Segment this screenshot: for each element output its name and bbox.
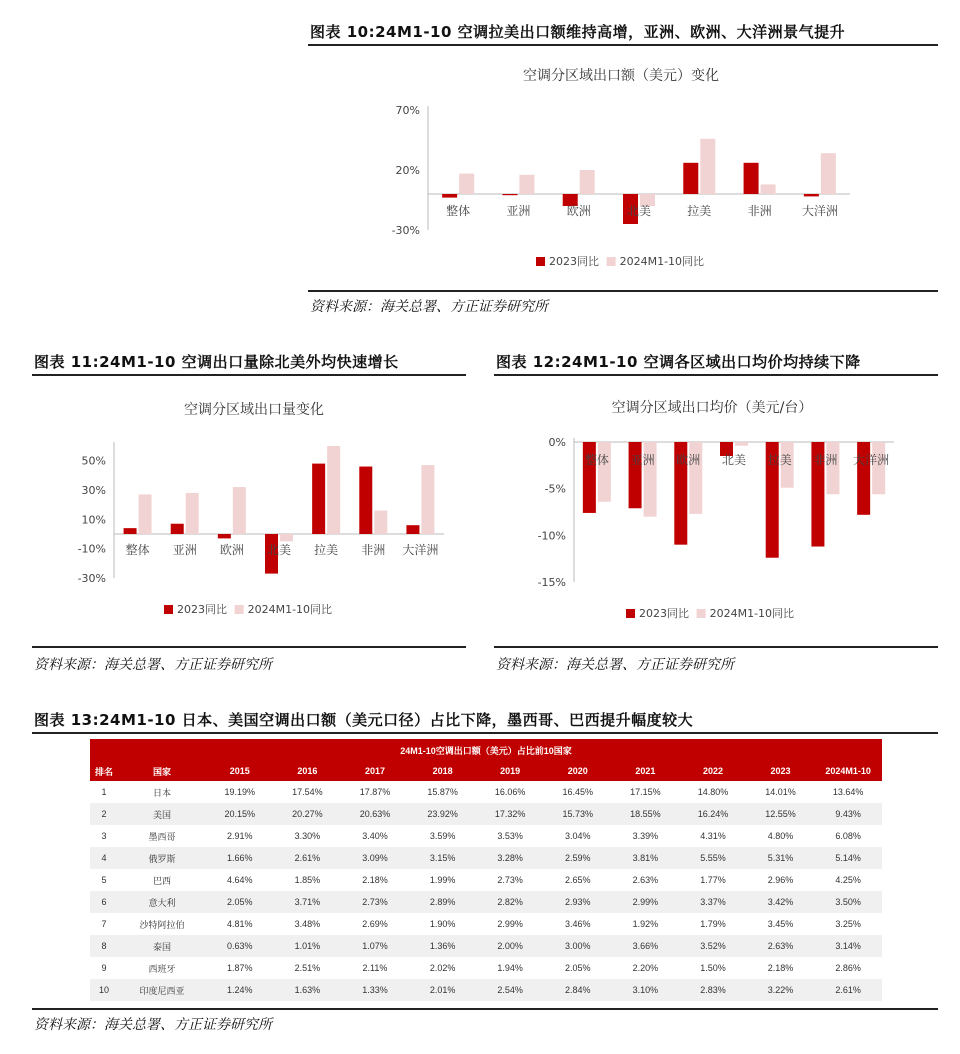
table-header-6: 2019 <box>476 761 544 781</box>
table-cell: 3.42% <box>747 891 815 913</box>
table-cell: 7 <box>101 919 107 929</box>
category-label: 亚洲 <box>172 543 197 557</box>
fig10-bottom-rule <box>308 290 938 292</box>
table-cell: 3.66% <box>612 935 680 957</box>
table-cell: 巴西 <box>152 875 171 886</box>
table-row <box>90 847 882 869</box>
table-cell: 10 <box>90 979 118 1001</box>
table-cell: 2.96% <box>767 875 794 885</box>
table-cell: 2.00% <box>476 935 544 957</box>
fig12-chart <box>494 386 938 640</box>
table-cell: 印度尼西亚 <box>118 979 206 1001</box>
legend-swatch <box>626 609 635 618</box>
table-cell: 1.36% <box>409 935 477 957</box>
table-cell: 17.15% <box>630 787 661 797</box>
fig13-heading: 图表 13:24M1-10 日本、美国空调出口额（美元口径）占比下降，墨西哥、巴西提升幅度较大 <box>34 711 694 729</box>
table-header-3: 2016 <box>274 761 342 781</box>
table-cell: 18.55% <box>612 803 680 825</box>
table-cell: 2.61% <box>274 847 342 869</box>
chart-title: 空调分区域出口均价（美元/台） <box>611 400 813 416</box>
bar-2024 <box>374 511 387 534</box>
table-cell: 俄罗斯 <box>118 847 206 869</box>
table-cell: 15.73% <box>544 803 612 825</box>
legend-label: 2023同比 <box>549 255 599 268</box>
table-cell: 美国 <box>118 803 206 825</box>
table-cell: 3.59% <box>429 831 456 841</box>
table-cell: 2.73% <box>497 875 523 885</box>
legend-swatch <box>536 257 545 266</box>
table-cell: 3.22% <box>747 979 815 1001</box>
y-tick-label: 30% <box>81 484 106 497</box>
bar-2024 <box>598 442 611 502</box>
bar-2024 <box>459 174 474 194</box>
table-row <box>90 803 882 825</box>
bar-2024 <box>519 175 534 194</box>
table-row <box>90 935 882 957</box>
fig12-top-rule <box>494 374 938 376</box>
table-header-9: 2022 <box>679 761 747 781</box>
table-cell: 3.25% <box>835 919 861 929</box>
table-cell: 12.55% <box>747 803 815 825</box>
fig13-source: 资料来源：海关总署、方正证券研究所 <box>34 1017 272 1033</box>
legend-label: 2024M1-10同比 <box>619 255 705 268</box>
fig10-top-rule <box>308 44 938 46</box>
table-cell: 2.61% <box>814 979 882 1001</box>
table-cell: 14.01% <box>765 787 796 797</box>
bar-2023 <box>744 163 759 194</box>
table-cell: 2.99% <box>612 891 680 913</box>
table-cell: 2.11% <box>362 963 388 973</box>
table-cell: 2.54% <box>476 979 544 1001</box>
fig12-heading: 图表 12:24M1-10 空调各区域出口均价均持续下降 <box>496 353 861 371</box>
table-cell: 2.18% <box>767 963 794 973</box>
table-cell: 20.15% <box>206 803 274 825</box>
bar-2023 <box>312 464 325 534</box>
table-cell: 3.48% <box>294 919 321 929</box>
y-tick-label: 10% <box>81 513 106 527</box>
y-tick-label: -5% <box>544 482 566 496</box>
table-cell: 3.37% <box>679 891 747 913</box>
table-header-11: 2024M1-10 <box>814 761 882 781</box>
table-cell: 3.04% <box>565 831 591 841</box>
bar-2024 <box>421 465 434 534</box>
table-cell: 沙特阿拉伯 <box>139 919 185 930</box>
y-tick-label: 70% <box>395 104 420 117</box>
table-cell: 5.14% <box>814 847 882 869</box>
category-label: 北美 <box>721 453 747 467</box>
table-cell: 1.79% <box>700 919 726 929</box>
table-cell: 2.82% <box>476 891 544 913</box>
category-label: 欧洲 <box>219 543 244 557</box>
category-label: 欧洲 <box>676 453 701 467</box>
table-cell: 2.05% <box>565 963 591 973</box>
bar-2024 <box>280 534 293 541</box>
table-cell: 6.08% <box>835 831 861 841</box>
table-cell: 2.89% <box>409 891 477 913</box>
table-cell: 3 <box>101 831 107 841</box>
category-label: 拉美 <box>314 543 339 557</box>
fig10-heading: 图表 10:24M1-10 空调拉美出口额维持高增，亚洲、欧洲、大洋洲景气提升 <box>310 23 846 41</box>
category-label: 拉美 <box>687 204 712 218</box>
bar-2023 <box>171 524 184 534</box>
category-label: 大洋洲 <box>853 453 890 467</box>
legend-label: 2024M1-10同比 <box>247 603 333 616</box>
y-tick-label: 20% <box>395 164 420 177</box>
table-cell: 16.24% <box>679 803 747 825</box>
category-label: 非洲 <box>813 453 838 467</box>
table-row <box>90 979 882 1001</box>
table-cell: 2.18% <box>362 875 388 885</box>
bar-2024 <box>872 442 885 494</box>
legend-swatch <box>164 605 173 614</box>
table-cell: 1.99% <box>429 875 456 885</box>
legend-label: 2023同比 <box>177 603 227 616</box>
table-cell: 14.80% <box>697 787 729 797</box>
table-cell: 9.43% <box>814 803 882 825</box>
table-cell: 8 <box>90 935 118 957</box>
table-header-0: 排名 <box>90 761 118 781</box>
fig11-source: 资料来源：海关总署、方正证券研究所 <box>34 657 272 673</box>
bar-2023 <box>218 534 231 538</box>
table-cell: 1.63% <box>274 979 342 1001</box>
category-label: 拉美 <box>767 453 792 467</box>
bar-2023 <box>683 163 698 194</box>
table-cell: 17.54% <box>292 787 323 797</box>
category-label: 亚洲 <box>506 204 531 218</box>
table-cell: 1.92% <box>632 919 659 929</box>
bar-2024 <box>821 153 836 194</box>
category-label: 大洋洲 <box>402 543 439 557</box>
table-cell: 6 <box>90 891 118 913</box>
table-cell: 4 <box>90 847 118 869</box>
table-row <box>90 781 882 803</box>
table-cell: 2.73% <box>341 891 409 913</box>
table-cell: 2.05% <box>206 891 274 913</box>
category-label: 欧洲 <box>566 204 591 218</box>
table-cell: 3.14% <box>814 935 882 957</box>
table-cell: 2.01% <box>409 979 477 1001</box>
table-cell: 2.63% <box>747 935 815 957</box>
table-header-7: 2020 <box>544 761 612 781</box>
table-cell: 0.63% <box>206 935 274 957</box>
table-cell: 19.19% <box>224 787 256 797</box>
table-cell: 3.45% <box>767 919 794 929</box>
table-cell: 1.77% <box>700 875 726 885</box>
table-cell: 3.50% <box>814 891 882 913</box>
bar-2024 <box>761 184 776 194</box>
bar-2024 <box>580 170 595 194</box>
table-cell: 泰国 <box>118 935 206 957</box>
table-cell: 4.64% <box>227 875 253 885</box>
table-cell: 日本 <box>152 787 171 798</box>
bar-2024 <box>700 139 715 194</box>
category-label: 亚洲 <box>630 453 655 467</box>
table-cell: 1.85% <box>294 875 321 885</box>
category-label: 北美 <box>266 543 292 557</box>
table-cell: 3.40% <box>362 831 388 841</box>
table-cell: 3.15% <box>409 847 477 869</box>
bar-2023 <box>359 467 372 534</box>
legend-swatch <box>697 609 706 618</box>
share-table <box>90 739 882 1001</box>
table-cell: 2.65% <box>565 875 591 885</box>
fig10-source: 资料来源：海关总署、方正证券研究所 <box>310 299 548 315</box>
table-cell: 3.39% <box>632 831 659 841</box>
table-cell: 3.00% <box>544 935 612 957</box>
table-cell: 15.87% <box>427 787 458 797</box>
table-cell: 3.71% <box>274 891 342 913</box>
table-cell: 1.87% <box>227 963 253 973</box>
fig13-table-wrap <box>90 739 882 1001</box>
table-cell: 5.31% <box>747 847 815 869</box>
y-tick-label: 50% <box>81 454 106 468</box>
table-cell: 1.50% <box>700 963 726 973</box>
y-tick-label: -30% <box>391 224 420 237</box>
table-cell: 20.27% <box>274 803 342 825</box>
table-cell: 1.90% <box>429 919 456 929</box>
bar-2024 <box>233 487 246 534</box>
chart-title: 空调分区域出口额（美元）变化 <box>523 68 719 84</box>
table-cell: 2.51% <box>294 963 321 973</box>
category-label: 大洋洲 <box>801 204 838 218</box>
table-cell: 西班牙 <box>148 963 176 974</box>
table-header-10: 2023 <box>747 761 815 781</box>
table-cell: 9 <box>101 963 107 973</box>
table-header-5: 2018 <box>409 761 477 781</box>
table-cell: 2.86% <box>835 963 861 973</box>
table-cell: 4.25% <box>835 875 861 885</box>
category-label: 整体 <box>446 204 471 218</box>
table-cell: 2.99% <box>497 919 523 929</box>
bar-2024 <box>327 446 340 534</box>
y-tick-label: 0% <box>548 436 566 449</box>
table-cell: 2.84% <box>544 979 612 1001</box>
bar-2024 <box>139 494 152 534</box>
legend-swatch <box>235 605 244 614</box>
table-row <box>90 825 882 847</box>
fig12-bottom-rule <box>494 646 938 648</box>
table-cell: 16.06% <box>494 787 526 797</box>
category-label: 北美 <box>626 204 652 218</box>
bar-2023 <box>442 194 457 198</box>
table-cell: 3.81% <box>612 847 680 869</box>
table-cell: 16.45% <box>562 787 594 797</box>
table-row <box>90 957 882 979</box>
y-tick-label: -30% <box>77 572 106 585</box>
table-header-row <box>90 761 882 781</box>
table-cell: 2.59% <box>544 847 612 869</box>
table-cell: 3.28% <box>476 847 544 869</box>
category-label: 整体 <box>125 543 150 557</box>
table-cell: 2.93% <box>544 891 612 913</box>
y-tick-label: -10% <box>77 542 106 556</box>
table-cell: 1.01% <box>274 935 342 957</box>
table-cell: 1.94% <box>497 963 523 973</box>
table-cell: 2.63% <box>632 875 659 885</box>
table-cell: 2.83% <box>679 979 747 1001</box>
bar-2023 <box>629 442 642 508</box>
bar-2024 <box>826 442 839 494</box>
table-caption: 24M1-10空调出口额（美元）占比前10国家 <box>90 739 882 761</box>
legend-label: 2023同比 <box>639 607 689 620</box>
table-cell: 23.92% <box>409 803 477 825</box>
table-cell: 1.33% <box>341 979 409 1001</box>
table-cell: 5 <box>101 875 107 885</box>
chart-title: 空调分区域出口量变化 <box>184 402 324 418</box>
table-header-4: 2017 <box>341 761 409 781</box>
table-cell: 4.81% <box>227 919 253 929</box>
bar-2024 <box>186 493 199 534</box>
y-tick-label: -15% <box>537 576 566 589</box>
table-cell: 17.32% <box>476 803 544 825</box>
table-cell: 意大利 <box>118 891 206 913</box>
table-cell: 3.09% <box>341 847 409 869</box>
table-cell: 17.87% <box>359 787 391 797</box>
category-label: 非洲 <box>361 543 386 557</box>
table-cell: 2.91% <box>227 831 253 841</box>
table-row <box>90 891 882 913</box>
table-header-8: 2021 <box>612 761 680 781</box>
table-cell: 3.10% <box>612 979 680 1001</box>
table-cell: 13.64% <box>832 787 864 797</box>
fig13-bottom-rule <box>32 1008 938 1010</box>
bar-2023 <box>124 528 137 534</box>
bar-2023 <box>406 525 419 534</box>
table-cell: 5.55% <box>679 847 747 869</box>
table-cell: 2.69% <box>362 919 388 929</box>
table-cell: 墨西哥 <box>148 831 176 842</box>
category-label: 非洲 <box>747 204 772 218</box>
bar-2023 <box>804 194 819 196</box>
table-cell: 1 <box>101 787 107 797</box>
table-cell: 3.52% <box>679 935 747 957</box>
table-row <box>90 869 882 891</box>
table-header-1: 国家 <box>118 761 206 781</box>
legend-swatch <box>607 257 616 266</box>
table-cell: 1.07% <box>341 935 409 957</box>
table-cell: 3.53% <box>497 831 523 841</box>
bar-2024 <box>735 442 748 446</box>
fig11-bottom-rule <box>32 646 466 648</box>
table-cell: 1.24% <box>206 979 274 1001</box>
table-cell: 3.46% <box>565 919 591 929</box>
table-cell: 3.30% <box>294 831 321 841</box>
category-label: 整体 <box>584 453 609 467</box>
table-cell: 4.31% <box>700 831 726 841</box>
table-cell: 4.80% <box>767 831 794 841</box>
table-cell: 2 <box>90 803 118 825</box>
fig11-top-rule <box>32 374 466 376</box>
table-cell: 2.02% <box>429 963 456 973</box>
table-cell: 1.66% <box>206 847 274 869</box>
fig11-chart <box>32 386 466 640</box>
fig13-top-rule <box>32 732 938 734</box>
fig12-source: 资料来源：海关总署、方正证券研究所 <box>496 657 734 673</box>
fig10-chart <box>308 52 938 286</box>
table-cell: 2.20% <box>632 963 659 973</box>
table-header-2: 2015 <box>206 761 274 781</box>
bar-2023 <box>502 194 517 195</box>
table-cell: 20.63% <box>341 803 409 825</box>
table-row <box>90 913 882 935</box>
legend-label: 2024M1-10同比 <box>709 607 795 620</box>
fig11-heading: 图表 11:24M1-10 空调出口量除北美外均快速增长 <box>34 353 399 371</box>
y-tick-label: -10% <box>537 529 566 543</box>
